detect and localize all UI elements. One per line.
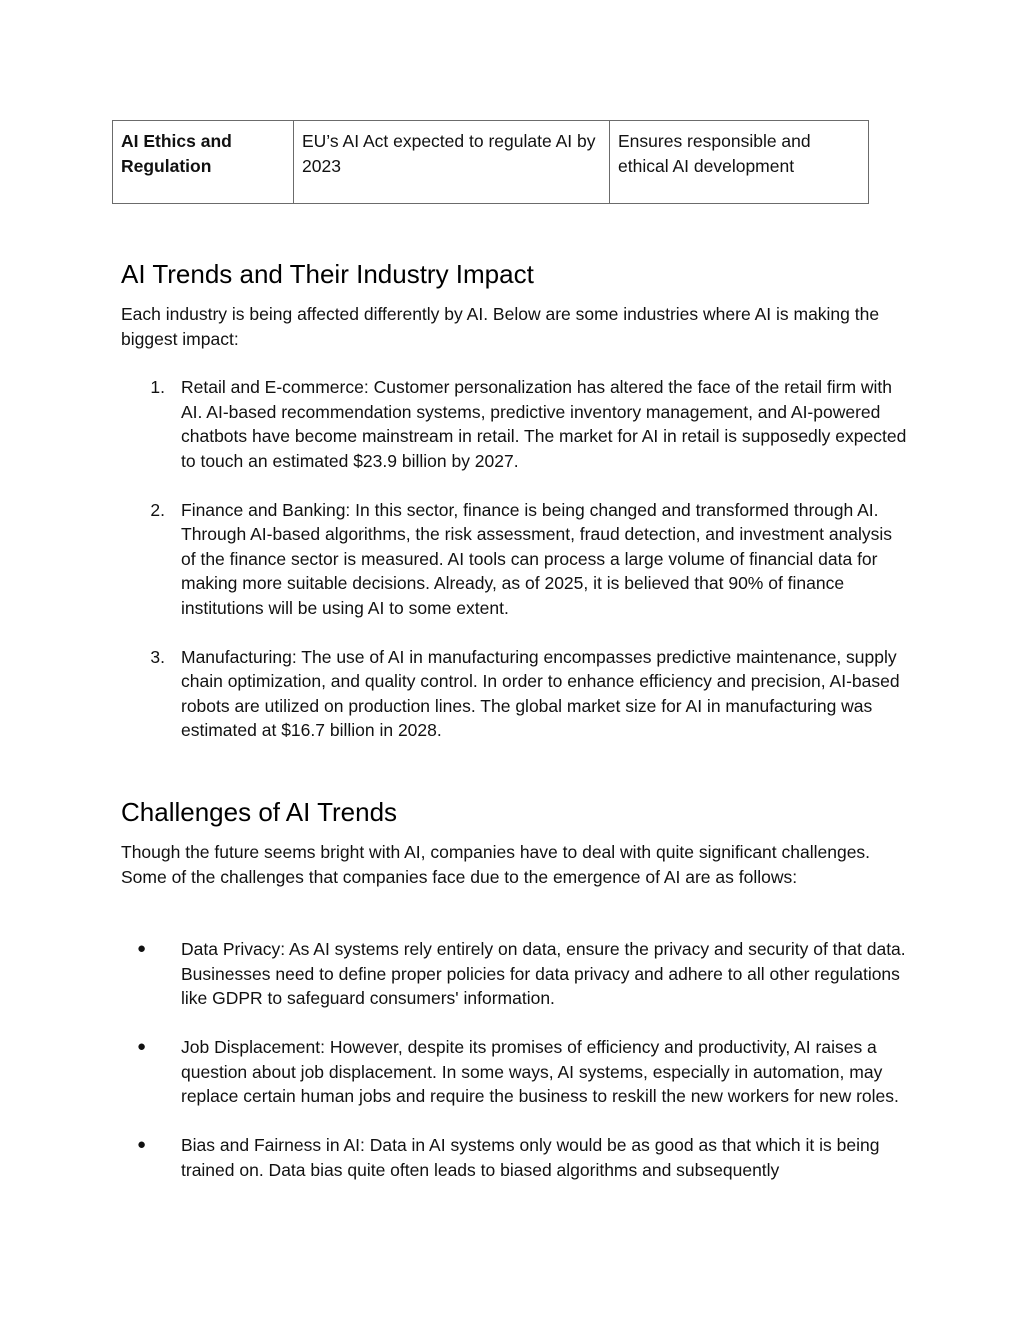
industry-intro-paragraph: Each industry is being affected differently by AI. Below are some industries where AI is making the biggest impact: xyxy=(121,304,880,349)
bullet-icon: ● xyxy=(137,940,147,957)
list-item-text: Job Displacement: However, despite its promises of efficiency and productivity, AI raises a question about job displacement. In some ways, AI systems, especially in automation, may replace certain human jobs and require the business to reskill the new workers for new roles. xyxy=(181,1037,899,1106)
table-row xyxy=(113,121,869,204)
ai-trends-table xyxy=(112,120,869,204)
industry-impact-heading: AI Trends and Their Industry Impact xyxy=(121,259,534,289)
list-item-text: Data Privacy: As AI systems rely entirely on data, ensure the privacy and security of that data. Businesses need to define proper policies for data privacy and adhere to all other regulations like GDPR to safeguard consumers' information. xyxy=(181,939,906,1008)
list-number: 1. xyxy=(150,377,165,397)
challenges-bullet-list xyxy=(121,937,911,1207)
table-cell-development: EU’s AI Act expected to regulate AI by 2023 xyxy=(294,121,610,204)
challenges-intro-paragraph: Though the future seems bright with AI, companies have to deal with quite significant challenges. Some of the challenges that companies face due to the emergence of AI are as follows: xyxy=(121,842,871,887)
bullet-icon: ● xyxy=(137,1136,147,1153)
table-cell-impact: Ensures responsible and ethical AI development xyxy=(610,121,869,204)
list-item-text: Bias and Fairness in AI: Data in AI systems only would be as good as that which it is being trained on. Data bias quite often leads to biased algorithms and subsequently xyxy=(181,1135,880,1180)
challenges-heading: Challenges of AI Trends xyxy=(121,797,398,827)
list-item-text: Manufacturing: The use of AI in manufacturing encompasses predictive maintenance, supply chain optimization, and quality control. In order to enhance efficiency and precision, AI-based robots are utilized on production lines. The global market size for AI in manufacturing was estimated at $16.7 billion in 2028. xyxy=(181,646,900,740)
bullet-icon: ● xyxy=(137,1038,147,1055)
list-item xyxy=(121,498,911,621)
list-item xyxy=(121,1133,911,1182)
list-item xyxy=(121,375,911,473)
industry-numbered-list xyxy=(121,375,911,767)
list-item xyxy=(121,937,911,1011)
list-item xyxy=(121,645,911,743)
list-number: 2. xyxy=(150,499,165,520)
list-item xyxy=(121,1035,911,1109)
table-cell-topic: AI Ethics and Regulation xyxy=(113,121,294,204)
list-item-text: Finance and Banking: In this sector, finance is being changed and transformed through AI. Through AI-based algorithms, the risk assessment, fraud detection, and investment analysis of the finance sector is measured. AI tools can process a large volume of financial data for making more suitable decisions. Already, as of 2025, it is believed that 90% of finance institutions will be using AI to some extent. xyxy=(181,499,893,618)
list-item-text: Retail and E-commerce: Customer personalization has altered the face of the retail firm with AI. AI-based recommendation systems, predictive inventory management, and AI-powered chatbots have become mainstream in retail. The market for AI in retail is supposedly expected to touch an estimated $23.9 billion by 2027. xyxy=(181,377,907,471)
list-number: 3. xyxy=(150,646,165,667)
